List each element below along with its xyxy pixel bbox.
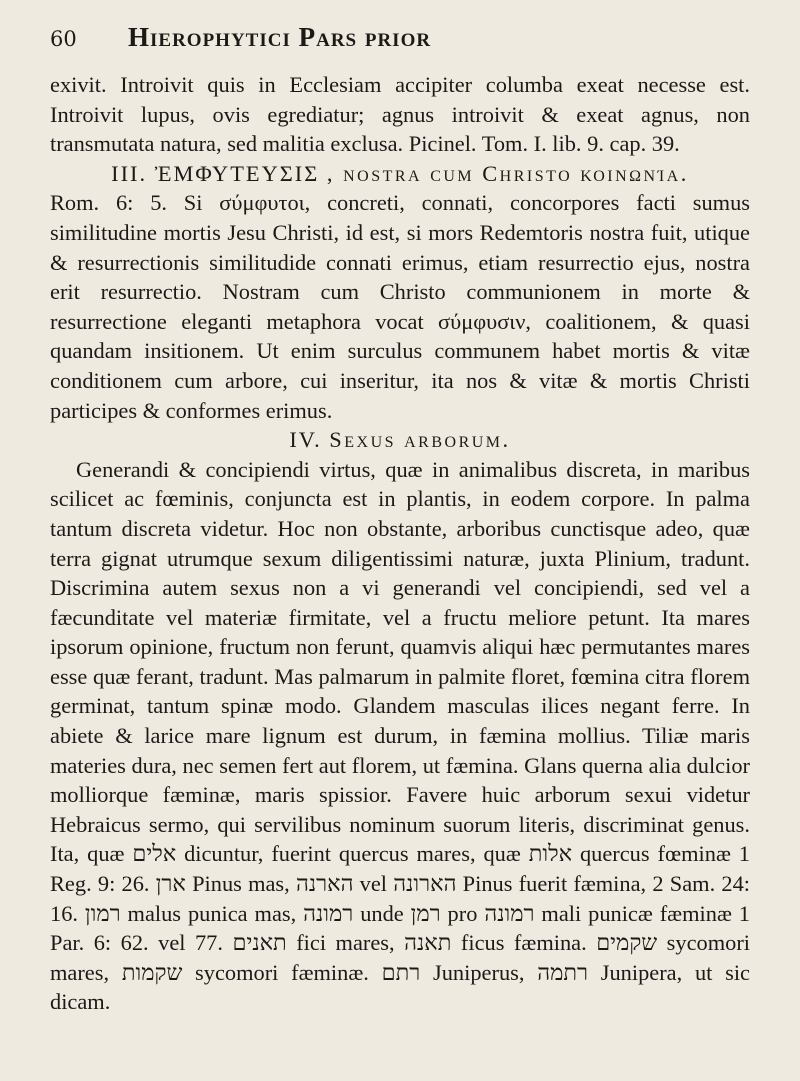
section-greek-title: ἘΜΦΥΤΕΥΣΙΣ — [154, 160, 320, 186]
section-number: IV. — [289, 427, 322, 453]
section-title: Sexus arborum. — [329, 427, 511, 453]
paragraph-sexus-arborum: Generandi & concipiendi virtus, quæ in animalibus discreta, in maribus scilicet ac fœminis, conjuncta est in plantis, in eodem corpore. In palma tantum discreta videtur. Hoc non obstante, arboribus cunctisque adeo, quæ terra gignat utrumque sexum diligentissimi naturæ, juxta Plinium, tradunt. Discrimina autem sexus non a vi generandi vel concipiendi, sed vel a fæcunditate vel materiæ firmitate, vel a fructu meliore petunt. Ita mares ipsorum opinione, fructum non ferunt, quamvis aliqui hæc permutantes mares esse quæ ferant, tradunt. Mas palmarum in palmite floret, fœmina citra florem germinat, tantum spinæ modo. Glandem masculas ilices negant ferre. In abiete & larice mare lignum est durum, in fæmina mollius. Tiliæ maris materies dura, nec semen fert aut florem, ut fæmina. Glans querna alia dulcior molliorque fæminæ, maris spissior. Favere huic arborum sexui videtur Hebraicus sermo, qui servilibus nominum suorum literis, discriminat genus. Ita, quæ אלים dicuntur, fuerint quercus mares, quæ אלות quercus fœminæ 1 Reg. 9: 26. ארן Pinus mas, הארנה vel הארונה Pinus fuerit fæmina, 2 Sam. 24: 16. רמון malus punica mas, רמונה unde רמן pro רמונה mali punicæ fæminæ 1 Par. 6: 62. vel 77. תאנים fici mares, תאנה ficus fæmina. שקמים sycomori mares, שקמות sycomori fæminæ. רתם Juniperus, רתמה Junipera, ut sic dicam. — [50, 456, 751, 1015]
page-number: 60 — [50, 27, 77, 51]
section-title: , nostra cum Christo κοινωνία. — [326, 160, 689, 186]
running-head — [50, 22, 760, 56]
running-title: Hierophytici Pars prior — [128, 22, 432, 52]
body-text — [50, 70, 750, 1017]
paragraph-emphyteusis: Rom. 6: 5. Si σύμφυτοι, concreti, connati, concorpores facti sumus similitudine mortis Jesu Christi, id est, si mors Redemtoris nostra fuit, utique & resurrectionis similitudide connati erimus, etiam resurrectio ejus, nostra erit resurrectio. Nostram cum Christo communionem in morte & resurrectione eleganti metaphora vocat σύμφυσιν, coalitionem, & quasi quandam insitionem. Ut enim surculus communem habet mortis & vitæ conditionem cum arbore, cui inseritur, ita nos & vitæ & mortis Christi participes & conformes erimus. — [50, 190, 750, 423]
section-heading-iii — [50, 159, 750, 189]
paragraph-continuation: exivit. Introivit quis in Ecclesiam accipiter columba exeat necesse est. Introivit lupus, ovis egrediatur; agnus introivit & exeat agnus, non transmutata natura, sed malitia exclusa. Picinel. Tom. I. lib. 9. cap. 39. — [50, 72, 750, 157]
section-heading-iv — [50, 425, 750, 455]
section-number: III. — [111, 160, 148, 186]
